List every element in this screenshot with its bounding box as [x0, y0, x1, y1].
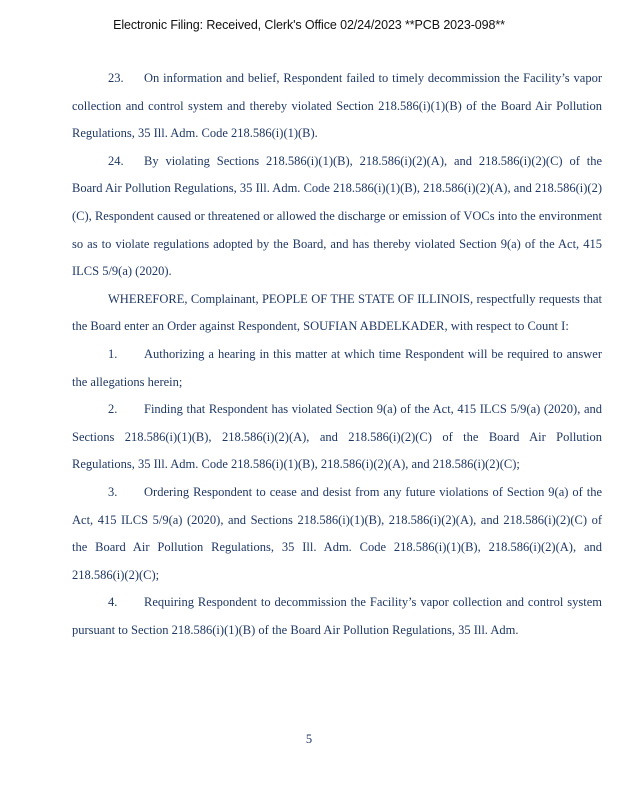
wherefore-clause — [72, 286, 602, 341]
relief-item-1 — [72, 341, 602, 396]
document-body — [72, 65, 602, 644]
item-text: Requiring Respondent to decommission the Facility’s vapor collection and control system pursuant to Section 218.586(i)(1)(B) of the Board Air Pollution Regulations, 35 Ill. Adm. — [72, 595, 602, 637]
page-number: 5 — [305, 732, 313, 746]
paragraph-text: On information and belief, Respondent failed to timely decommission the Facility’s vapor collection and control system and thereby violated Section 218.586(i)(1)(B) of the Board Air Pollution Regulations, 35 Ill. Adm. Code 218.586(i)(1)(B). — [72, 71, 602, 141]
paragraph-text: WHEREFORE, Complainant, PEOPLE OF THE STATE OF ILLINOIS, respectfully requests that the Board enter an Order against Respondent, SOUFIAN ABDELKADER, with respect to Count I: — [72, 291, 602, 334]
item-number: 4. — [108, 595, 118, 610]
item-number: 1. — [108, 346, 118, 361]
relief-item-4 — [72, 589, 602, 644]
item-text: Ordering Respondent to cease and desist from any future violations of Section 9(a) of the Act, 415 ILCS 5/9(a) (2020), and Sections 218.586(i)(1)(B), 218.586(i)(2)(A), and 218.586(i)(2)(C) of the Board Air Pollution Regulations, 35 Ill. Adm. Code 218.586(i)(1)(B), 218.586(i)(2)(A), and 218.586(i)(2)(C); — [72, 484, 602, 582]
paragraph-text: By violating Sections 218.586(i)(1)(B), 218.586(i)(2)(A), and 218.586(i)(2)(C) of the Board Air Pollution Regulations, 35 Ill. Adm. Code 218.586(i)(1)(B), 218.586(i)(2)(A), and 218.586(i)(2)(C), Respondent caused or threatened or allowed the discharge or emission of VOCs into the environment so as to violate regulations adopted by the Board, and has thereby violated Section 9(a) of the Act, 415 ILCS 5/9(a) (2020). — [72, 153, 602, 279]
paragraph-number: 24. — [108, 153, 124, 168]
paragraph-24 — [72, 148, 602, 286]
relief-item-2 — [72, 396, 602, 479]
filing-stamp-header: Electronic Filing: Received, Clerk's Office 02/24/2023 **PCB 2023-098** — [113, 18, 505, 32]
item-number: 2. — [108, 402, 118, 417]
item-text: Finding that Respondent has violated Section 9(a) of the Act, 415 ILCS 5/9(a) (2020), and Sections 218.586(i)(1)(B), 218.586(i)(2)(A), and 218.586(i)(2)(C) of the Board Air Pollution Regulations, 35 Ill. Adm. Code 218.586(i)(1)(B), 218.586(i)(2)(A), and 218.586(i)(2)(C); — [72, 402, 602, 472]
paragraph-number: 23. — [108, 71, 124, 85]
item-text: Authorizing a hearing in this matter at which time Respondent will be required to answer the allegations herein; — [72, 346, 602, 389]
paragraph-23 — [72, 65, 602, 148]
relief-item-3 — [72, 479, 602, 589]
item-number: 3. — [108, 484, 118, 499]
